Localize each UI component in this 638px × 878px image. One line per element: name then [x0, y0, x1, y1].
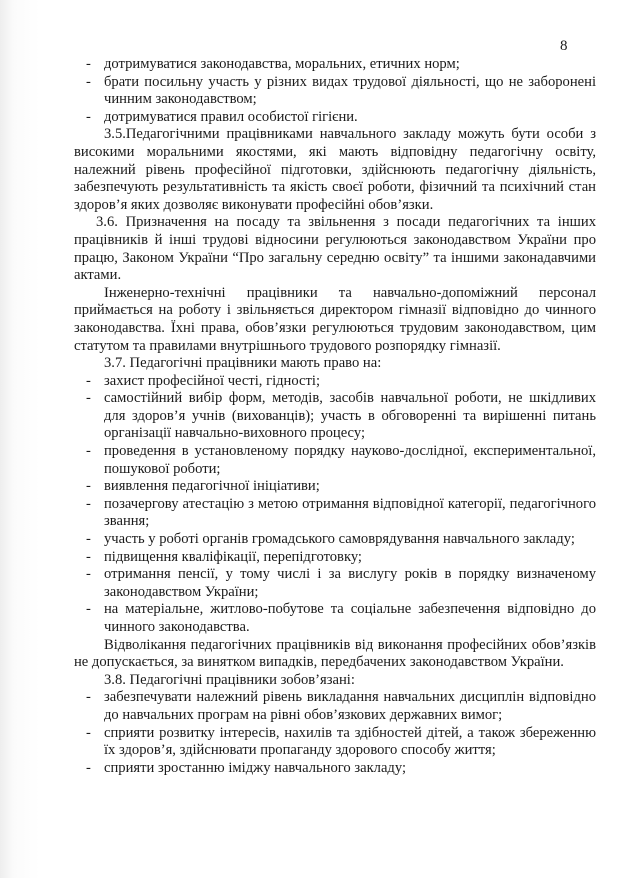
list-item: - сприяти розвитку інтересів, нахилів та здібностей дітей, а також збереженню їх здоров’я, здійснювати пропаганду здорового способу життя;: [74, 725, 596, 760]
list-item: - проведення в установленому порядку науково-дослідної, експериментальної, пошукової роботи;: [74, 443, 596, 478]
page-number: 8: [560, 38, 568, 54]
rights-list: [74, 373, 596, 637]
list-item: - забезпечувати належний рівень викладання навчальних дисциплін відповідно до навчальних програм на рівні обов’язкових державних вимог;: [74, 689, 596, 724]
list-item: - підвищення кваліфікації, перепідготовку;: [74, 549, 596, 567]
paragraph-engineering-staff: Інженерно-технічні працівники та навчально-допоміжний персонал приймається на роботу і звільняється директором гімназії відповідно до чинного законодавства. Їхні права, обов’язки регулюються трудовим законодавством, цим статутом та правилами внутрішнього трудового розпорядку гімназії.: [74, 284, 596, 354]
list-item: - самостійний вибір форм, методів, засобів навчальної роботи, не шкідливих для здоров’я учнів (вихованців); участь в обговоренні та вирішенні питань організації навчально-виховного процесу;: [74, 390, 596, 443]
paragraph-3-7: 3.7. Педагогічні працівники мають право на:: [104, 355, 382, 372]
list-item: - дотримуватися законодавства, моральних, етичних норм;: [74, 56, 596, 74]
list-item: - участь у роботі органів громадського самоврядування навчального закладу;: [74, 531, 596, 549]
list-item: - виявлення педагогічної ініціативи;: [74, 478, 596, 496]
list-item: - отримання пенсії, у тому числі і за вислугу років в порядку визначеному законодавством України;: [74, 566, 596, 601]
conduct-list: [74, 56, 596, 126]
paragraph-distraction: Відволікання педагогічних працівників від виконання професійних обов’язків не допускається, за винятком випадків, передбачених законодавством України.: [74, 636, 596, 671]
list-item: - позачергову атестацію з метою отримання відповідної категорії, педагогічного звання;: [74, 496, 596, 531]
paragraph-3-5: 3.5.Педагогічними працівниками навчального закладу можуть бути особи з високими моральними якостями, які мають відповідну педагогічну освіту, належний рівень професійної підготовки, здійснюють педагогічну діяльність, забезпечують результативність та якість своєї роботи, фізичний та психічний стан здоров’я яких дозволяє виконувати професійні обов’язки.: [74, 126, 596, 213]
list-item: - дотримуватися правил особистої гігієни.: [74, 109, 596, 127]
paragraph-3-6: 3.6. Призначення на посаду та звільнення з посади педагогічних та інших працівників й інші трудові відносини регулюються законодавством України про працю, Законом України “Про загальну середню освіту” та іншими законадавчими актами.: [74, 214, 596, 284]
list-item: - сприяти зростанню іміджу навчального закладу;: [74, 760, 596, 778]
paragraph-3-8: 3.8. Педагогічні працівники зобов’язані:: [104, 671, 355, 688]
page-content: [74, 56, 596, 777]
list-item: - на матеріальне, житлово-побутове та соціальне забезпечення відповідно до чинного законодавства.: [74, 601, 596, 636]
list-item: - брати посильну участь у різних видах трудової діяльності, що не заборонені чинним законодавством;: [74, 74, 596, 109]
list-item: - захист професійної честі, гідності;: [74, 373, 596, 391]
duties-list: [74, 689, 596, 777]
